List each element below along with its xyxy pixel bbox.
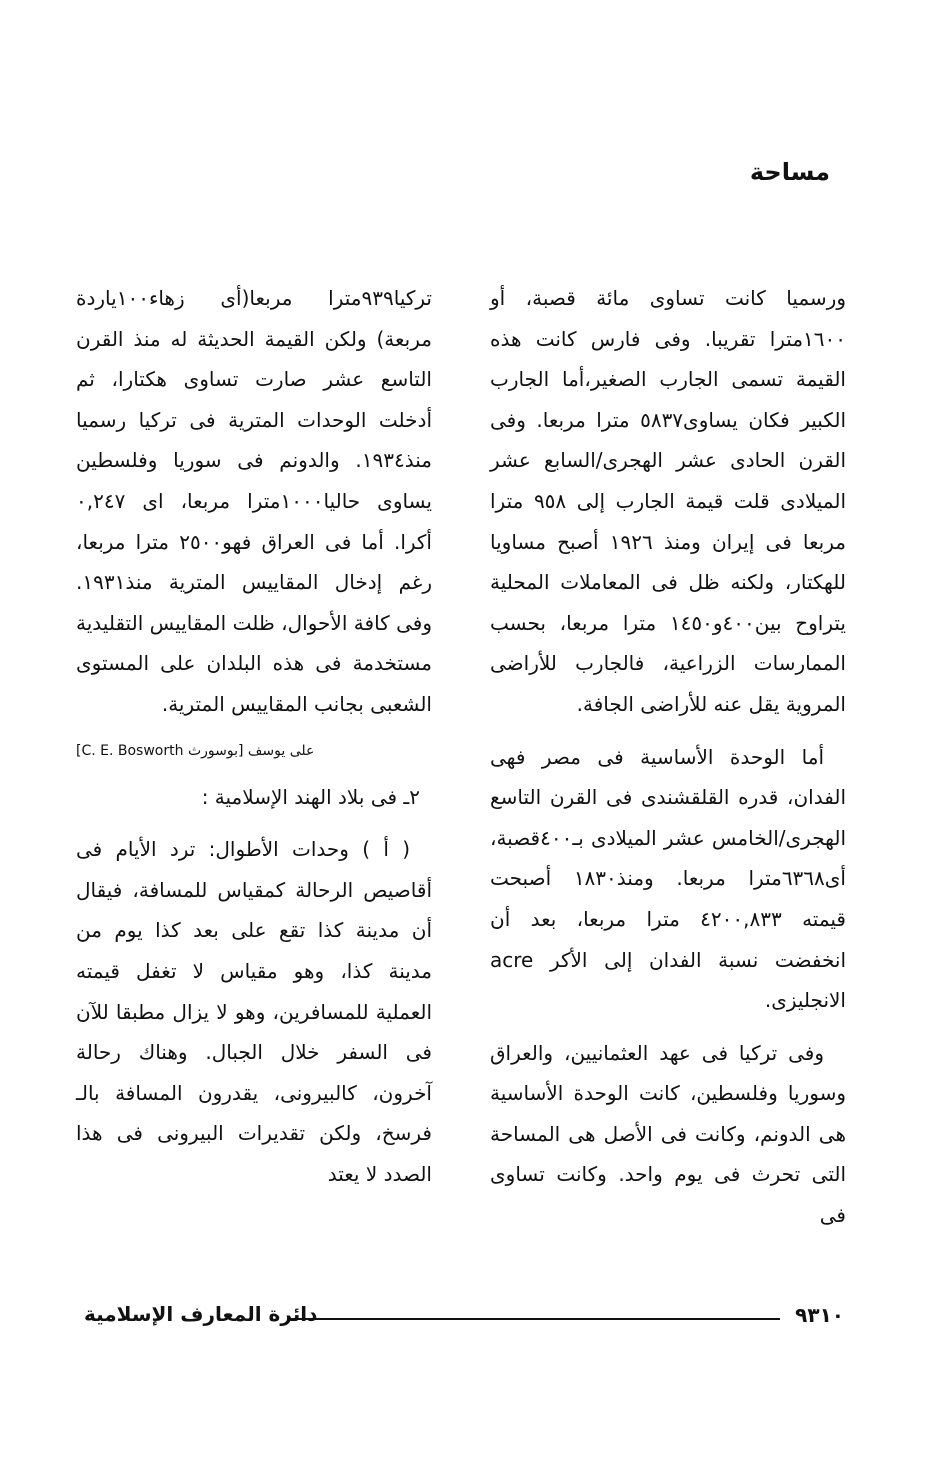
author-attribution: على يوسف [بوسورث C. E. Bosworth] (76, 742, 315, 759)
right-paragraph-2: أما الوحدة الأساسية فى مصر فهى الفدان، قدره القلقشندى فى القرن التاسع الهجرى/الخامس عشر الميلادى بـ٤٠٠قصبة، أى٦٣٦٨مترا مربعا. ومنذ١٨٣٠ أصبحت قيمته ٤٢٠٠,٨٣٣ مترا مربعا، بعد أن انخفضت نسبة الفدان إلى الأكر acre الانجليزى. (490, 744, 846, 1013)
footer-book-title: دائرة المعارف الإسلامية (84, 1302, 318, 1326)
right-column (490, 278, 846, 1236)
page-number: ٩٣١٠ (795, 1303, 844, 1327)
footer-rule (290, 1318, 780, 1320)
right-paragraph-1: ورسميا كانت تساوى مائة قصبة، أو ١٦٠٠مترا تقريبا. وفى فارس كانت هذه القيمة تسمى الجارب الصغير،أما الجارب الكبير فكان يساوى٥٨٣٧ مترا مربعا. وفى القرن الحادى عشر الهجرى/السابع عشر الميلادى قلت قيمة الجارب إلى ٩٥٨ مترا مربعا فى إيران ومنذ ١٩٢٦ أصبح مساويا للهكتار، ولكنه ظل فى المعاملات المحلية يتراوح بين٤٠٠و١٤٥٠ مترا مربعا، بحسب الممارسات الزراعية، فالجارب للأراضى المروية يقل عنه للأراضى الجافة. (490, 286, 847, 716)
right-paragraph-3: وفى تركيا فى عهد العثمانيين، والعراق وسوريا وفلسطين، كانت الوحدة الأساسية هى الدونم، وكانت فى الأصل هى المساحة التى تحرث فى يوم واحد. وكانت تساوى فى (490, 1040, 846, 1228)
section-paragraph: ( أ ) وحدات الأطوال: ترد الأيام فى أقاصيص الرحالة كمقياس للمسافة، فيقال أن مدينة كذا تقع على بعد كذا يوم من مدينة كذا، وهو مقياس لا تغفل قيمته العملية للمسافرين، وهو لا يزال مطبقا للآن فى السفر خلال الجبال. وهناك رحالة آخرون، كالبيرونى، يقدرون المسافة بالـ فرسخ، ولكن تقديرات البيرونى فى هذا الصدد لا يعتد (76, 837, 432, 1186)
page-header-title: مساحة (749, 158, 830, 186)
section-heading: ٢ـ فى بلاد الهند الإسلامية : (201, 784, 420, 809)
page-footer (84, 1302, 844, 1336)
left-continuation-paragraph: تركيا٩٣٩مترا مربعا(أى زهاء١٠٠ياردة مربعة) ولكن القيمة الحديثة له منذ القرن التاسع عشر صارت تساوى هكتارا، ثم أدخلت الوحدات المترية فى تركيا رسميا منذ١٩٣٤. والدونم فى سوريا وفلسطين يساوى حاليا١٠٠٠مترا مربعا، اى ٠,٢٤٧ أكرا. أما فى العراق فهو٢٥٠٠ مترا مربعا، رغم إدخال المقاييس المترية منذ١٩٣١. وفى كافة الأحوال، ظلت المقاييس التقليدية مستخدمة فى هذه البلدان على المستوى الشعبى بجانب المقاييس المترية. (76, 286, 432, 716)
left-column (76, 278, 432, 1194)
